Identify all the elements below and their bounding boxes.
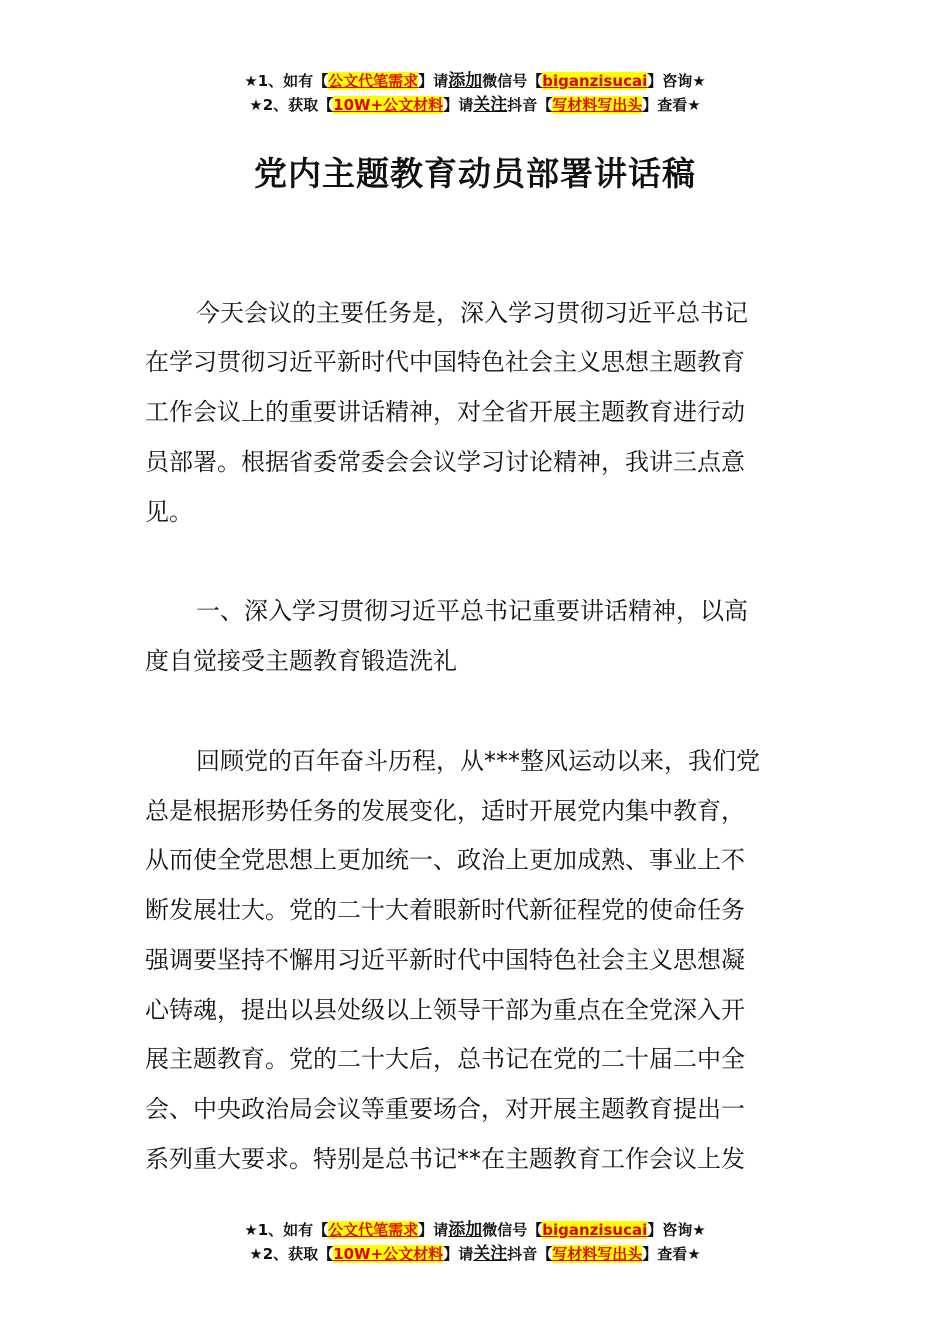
banner-text: 抖音【	[507, 1245, 553, 1263]
banner-text: 】请	[418, 1221, 449, 1239]
banner-text: 】咨询★	[647, 1221, 706, 1239]
promo-banner-top-line2	[0, 93, 950, 117]
banner-text: 】请	[418, 72, 449, 90]
body-line: 见。	[145, 498, 193, 526]
banner-emphasis: 关注	[473, 1244, 508, 1264]
body-line: 员部署。根据省委常委会会议学习讨论精神，我讲三点意	[145, 448, 745, 476]
banner-text: 微信号【	[482, 72, 543, 90]
banner-text: ★1、如有【	[244, 1221, 329, 1239]
banner-highlight: 10W+公文材料	[333, 96, 444, 114]
body-line: 从而使全党思想上更加统一、政治上更加成熟、事业上不	[145, 846, 745, 874]
body-line: 系列重大要求。特别是总书记**在主题教育工作会议上发	[145, 1145, 745, 1173]
banner-highlight: 写材料写出头	[552, 1245, 643, 1263]
body-line: 断发展壮大。党的二十大着眼新时代新征程党的使命任务	[145, 896, 745, 924]
promo-banner-bottom-line1	[0, 1218, 950, 1242]
promo-banner-bottom-line2	[0, 1242, 950, 1266]
body-line: 心铸魂，提出以县处级以上领导干部为重点在全党深入开	[145, 996, 745, 1024]
banner-emphasis: 关注	[473, 95, 508, 115]
section-heading-line: 一、深入学习贯彻习近平总书记重要讲话精神，以高	[196, 597, 748, 625]
banner-highlight: 10W+公文材料	[333, 1245, 444, 1263]
body-line: 回顾党的百年奋斗历程，从***整风运动以来，我们党	[196, 747, 760, 775]
banner-text: 】查看★	[642, 96, 701, 114]
body-line: 强调要坚持不懈用习近平新时代中国特色社会主义思想凝	[145, 946, 745, 974]
section-heading-line: 度自觉接受主题教育锻造洗礼	[145, 647, 457, 675]
body-line: 总是根据形势任务的发展变化，适时开展党内集中教育，	[145, 797, 745, 825]
promo-banner-top-line1	[0, 69, 950, 93]
banner-text: 】请	[443, 96, 474, 114]
banner-text: 抖音【	[507, 96, 553, 114]
banner-text: 】请	[443, 1245, 474, 1263]
body-line: 展主题教育。党的二十大后，总书记在党的二十届二中全	[145, 1045, 745, 1073]
banner-text: 】查看★	[642, 1245, 701, 1263]
body-line: 今天会议的主要任务是，深入学习贯彻习近平总书记	[196, 299, 748, 327]
banner-text: ★2、获取【	[249, 96, 334, 114]
body-line: 在学习贯彻习近平新时代中国特色社会主义思想主题教育	[145, 348, 745, 376]
banner-emphasis: 添加	[448, 71, 483, 91]
banner-emphasis: 添加	[448, 1220, 483, 1240]
body-line: 会、中央政治局会议等重要场合，对开展主题教育提出一	[145, 1095, 745, 1123]
banner-highlight: biganzisucai	[542, 1221, 648, 1239]
banner-highlight: 写材料写出头	[552, 96, 643, 114]
banner-text: ★2、获取【	[249, 1245, 334, 1263]
banner-highlight: 公文代笔需求	[328, 72, 419, 90]
banner-highlight: biganzisucai	[542, 72, 648, 90]
banner-text: 微信号【	[482, 1221, 543, 1239]
banner-text: 】咨询★	[647, 72, 706, 90]
banner-highlight: 公文代笔需求	[328, 1221, 419, 1239]
banner-text: ★1、如有【	[244, 72, 329, 90]
document-title: 党内主题教育动员部署讲话稿	[254, 154, 696, 193]
body-line: 工作会议上的重要讲话精神，对全省开展主题教育进行动	[145, 398, 745, 426]
